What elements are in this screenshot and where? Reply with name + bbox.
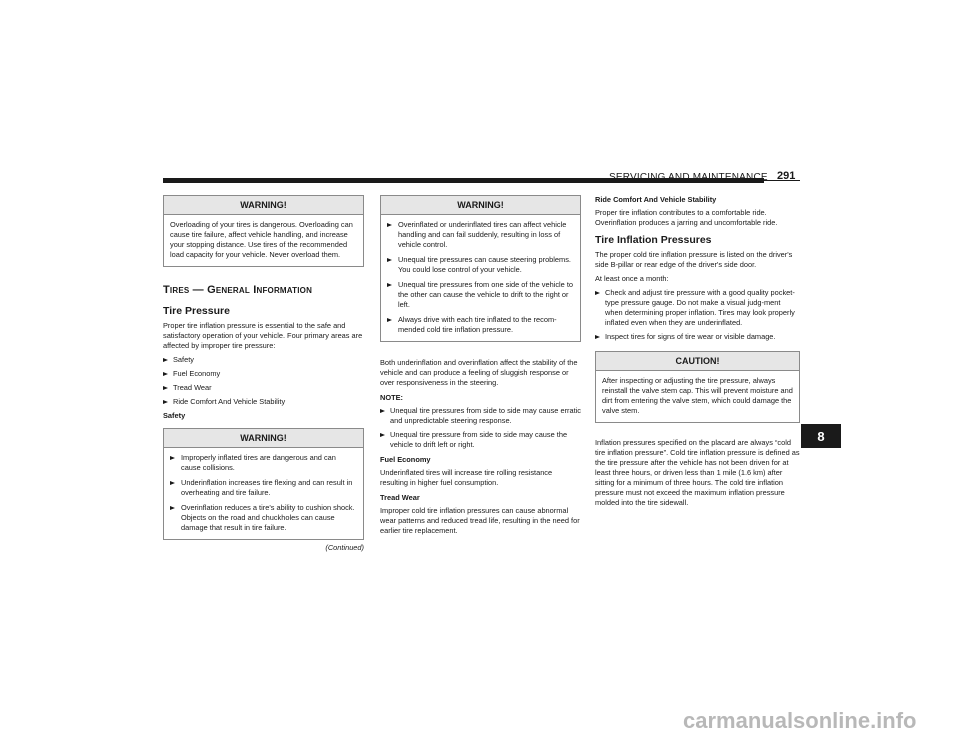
list-item: Fuel Economy: [163, 369, 364, 379]
fuel-economy-heading: Fuel Economy: [380, 455, 431, 464]
tire-pressure-intro: Proper tire inflation pressure is essential to the safe and satisfactory operation of your vehicle. Four primary areas are affected by improper tire pressure:: [163, 321, 363, 350]
list-item: Unequal tire pressures from one side of the vehicle to the other can cause the vehicle to drift to the right or left.: [387, 280, 574, 310]
stability-paragraph: Both underinflation and overinflation affect the stability of the vehicle and can produce a feeling of sluggish response or over responsiveness in the steering.: [380, 358, 578, 387]
list-item: Unequal tire pressures can cause steering problems. You could lose control of your vehicle.: [387, 255, 574, 275]
warning-text: Overloading of your tires is dangerous. Overloading can cause tire failure, affect vehicle handling, and increase your stopping distance. Use tires of the recommended load capacity for your vehicle. Never overload them.: [170, 220, 353, 259]
page-number: 291: [777, 170, 796, 182]
running-header: SERVICING AND MAINTENANCE: [609, 172, 768, 183]
warning-box-inflation: [163, 428, 364, 540]
warning-box-handling: [380, 195, 581, 342]
list-item: Overinflated or underinflated tires can affect vehicle handling and can fail suddenly, resulting in loss of vehicle control.: [387, 220, 574, 250]
column-right: [595, 195, 800, 508]
list-item: Inspect tires for signs of tire wear or visible damage.: [595, 332, 800, 342]
ride-comfort-heading: Ride Comfort And Vehicle Stability: [595, 195, 717, 204]
watermark: carmanualsonline.info: [683, 708, 917, 733]
list-item: Unequal tire pressure from side to side may cause the vehicle to drift left or right.: [380, 430, 581, 450]
note-label: NOTE:: [380, 393, 403, 402]
continued-label: (Continued): [325, 543, 364, 552]
list-item: Check and adjust tire pressure with a good quality pocket-type pressure gauge. Do not make a visual judg-ment when determining proper inflation. Tires may look properly inflated even when they are underinflated.: [595, 288, 800, 328]
caution-title: CAUTION!: [596, 352, 799, 371]
safety-heading: Safety: [163, 411, 186, 420]
inflation-pressures-heading: Tire Inflation Pressures: [595, 234, 712, 246]
caution-text: After inspecting or adjusting the tire pressure, always reinstall the valve stem cap. This will prevent moisture and dirt from entering the valve stem, which could damage the valve stem.: [602, 376, 793, 415]
inflation-text-2: At least once a month:: [595, 274, 669, 283]
inflation-text-1: The proper cold tire inflation pressure is listed on the driver's side B-pillar or rear edge of the driver's side door.: [595, 250, 793, 269]
warning-list: [164, 448, 363, 539]
list-item: Underinflation increases tire flexing and can result in overheating and tire failure.: [170, 478, 357, 498]
tread-wear-heading: Tread Wear: [380, 493, 420, 502]
chapter-tab: 8: [801, 424, 841, 448]
column-left: [163, 195, 364, 552]
list-item: Ride Comfort And Vehicle Stability: [163, 397, 364, 407]
tire-pressure-heading: Tire Pressure: [163, 305, 230, 317]
list-item: Tread Wear: [163, 383, 364, 393]
warning-title: WARNING!: [381, 196, 580, 215]
tread-wear-text: Improper cold tire inflation pressures can cause abnormal wear patterns and reduced tread life, resulting in the need for earlier tire replacement.: [380, 506, 580, 535]
caution-box: [595, 351, 800, 423]
list-item: Unequal tire pressures from side to side may cause erratic and unpredictable steering response.: [380, 406, 581, 426]
ride-comfort-text: Proper tire inflation contributes to a comfortable ride. Overinflation produces a jarring and uncomfortable ride.: [595, 208, 778, 227]
fuel-economy-text: Underinflated tires will increase tire rolling resistance resulting in higher fuel consumption.: [380, 468, 553, 487]
warning-title: WARNING!: [164, 429, 363, 448]
warning-box-overloading: [163, 195, 364, 267]
list-item: Overinflation reduces a tire's ability to cushion shock. Objects on the road and chuckholes can cause damage that result in tire failure.: [170, 503, 357, 533]
warning-list: [381, 215, 580, 341]
section-title: Tires — General Information: [163, 284, 313, 296]
column-middle: [380, 195, 581, 536]
list-item: Safety: [163, 355, 364, 365]
list-item: Improperly inflated tires are dangerous and can cause collisions.: [170, 453, 357, 473]
cold-pressure-paragraph: Inflation pressures specified on the placard are always “cold tire inflation pressure”. Cold tire inflation pressure is defined as the tire pressure after the vehicle has not been driven for at least three hours, or driven less than 1 mile (1.6 km) after sitting for a minimum of three hours. The cold tire inflation pressure must not exceed the maximum inflation pressure molded into the tire sidewall.: [595, 438, 800, 507]
warning-title: WARNING!: [164, 196, 363, 215]
list-item: Always drive with each tire inflated to the recom-mended cold tire inflation pressure.: [387, 315, 574, 335]
